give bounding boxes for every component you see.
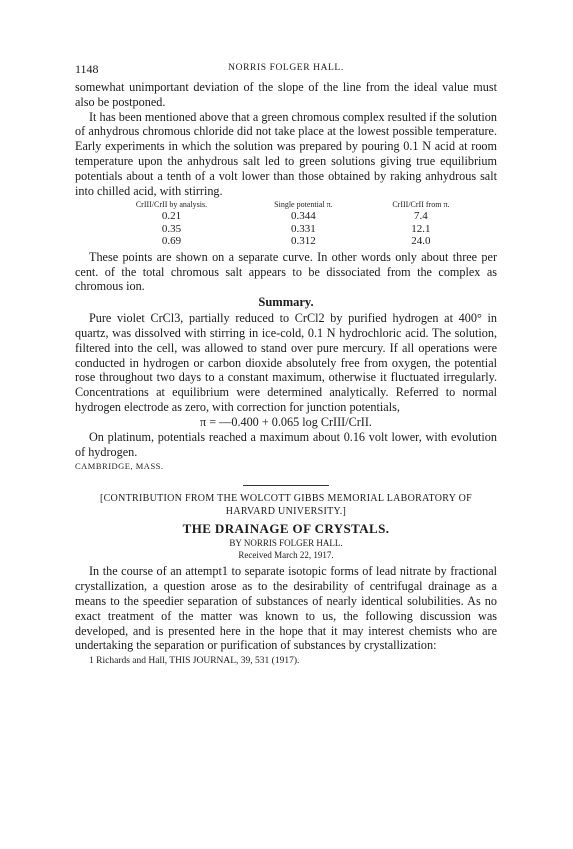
contribution-note: [CONTRIBUTION FROM THE WOLCOTT GIBBS MEMORIAL LABORATORY OF HARVARD UNIVERSITY.] xyxy=(99,493,473,518)
page-number: 1148 xyxy=(75,62,99,76)
received-date: Received March 22, 1917. xyxy=(238,550,334,561)
paragraph-platinum: On platinum, potentials reached a maximum about 0.16 volt lower, with evolution of hydrogen. xyxy=(75,429,497,459)
table-header: Single potential π. xyxy=(274,200,333,210)
table-header: CrIII/CrII by analysis. xyxy=(135,200,208,210)
table-cell: 7.4 xyxy=(414,210,428,223)
author-byline: BY NORRIS FOLGER HALL. xyxy=(229,538,343,549)
footnote: 1 Richards and Hall, THIS JOURNAL, 39, 531 (1917). xyxy=(89,656,300,667)
table-row xyxy=(99,210,479,223)
table-header: CrIII/CrII from π. xyxy=(392,200,450,210)
table-cell: 24.0 xyxy=(411,235,431,248)
table-cell: 0.35 xyxy=(161,222,182,235)
table-row xyxy=(99,235,479,248)
paragraph-green-complex: It has been mentioned above that a green chromous complex resulted if the solution of anhydrous chromous chloride did not take place at the lowest possible temperature. Early experiments in which the solution was prepared by pouring 0.1 N acid at room temperature upon the anhydrous salt led to green solutions giving true equilibrium potentials about a tenth of a volt lower than those obtained by raking anhydrous salt into chilled acid, with stirring. xyxy=(75,109,497,198)
running-title: NORRIS FOLGER HALL. xyxy=(228,63,344,73)
section-divider xyxy=(243,485,329,486)
table-cell: 0.344 xyxy=(291,210,316,223)
table-cell: 12.1 xyxy=(411,222,431,235)
summary-heading: Summary. xyxy=(258,295,314,310)
table-row xyxy=(99,223,479,236)
place-line: CAMBRIDGE, MASS. xyxy=(75,461,164,472)
article-title: THE DRAINAGE OF CRYSTALS. xyxy=(182,521,390,537)
page-header xyxy=(75,62,497,80)
potential-table xyxy=(99,200,479,248)
potential-equation: π = —0.400 + 0.065 log CrIII/CrII. xyxy=(200,414,372,429)
table-cell: 0.331 xyxy=(291,222,316,235)
paragraph-introduction: In the course of an attempt1 to separate isotopic forms of lead nitrate by fractional crystallization, a question arose as to the desirability of centrifugal drainage as a means to the speedier separation of substances of nearly identical solubilities. As no exact treatment of the matter was known to us, the following discussion was developed, and is presented here in the hope that it may interest chemists who are undertaking the separation or purification of substances by crystallization: xyxy=(75,564,497,653)
paragraph-continued: somewhat unimportant deviation of the slope of the line from the ideal value must also be postponed. xyxy=(75,80,497,109)
journal-page xyxy=(75,62,497,668)
table-cell: 0.21 xyxy=(161,210,182,223)
paragraph-summary: Pure violet CrCl3, partially reduced to CrCl2 by purified hydrogen at 400° in quartz, was dissolved with stirring in ice-cold, 0.1 N hydrochloric acid. The solution, filtered into the cell, was allowed to stand over pure mercury. If all operations were conducted in hydrogen or carbon dioxide absolutely free from oxygen, the potential rose throughout two days to a constant maximum, otherwise it fluctuated irregularly. Concentrations at equilibrium were determined analytically. Referred to normal hydrogen electrode as zero, with correction for junction potentials, xyxy=(75,311,497,415)
table-cell: 0.312 xyxy=(291,235,316,248)
table-cell: 0.69 xyxy=(161,235,182,248)
paragraph-separate-curve: These points are shown on a separate curve. In other words only about three per cent. of the total chromous salt appears to be dissociated from the complex as chromous ion. xyxy=(75,249,497,294)
